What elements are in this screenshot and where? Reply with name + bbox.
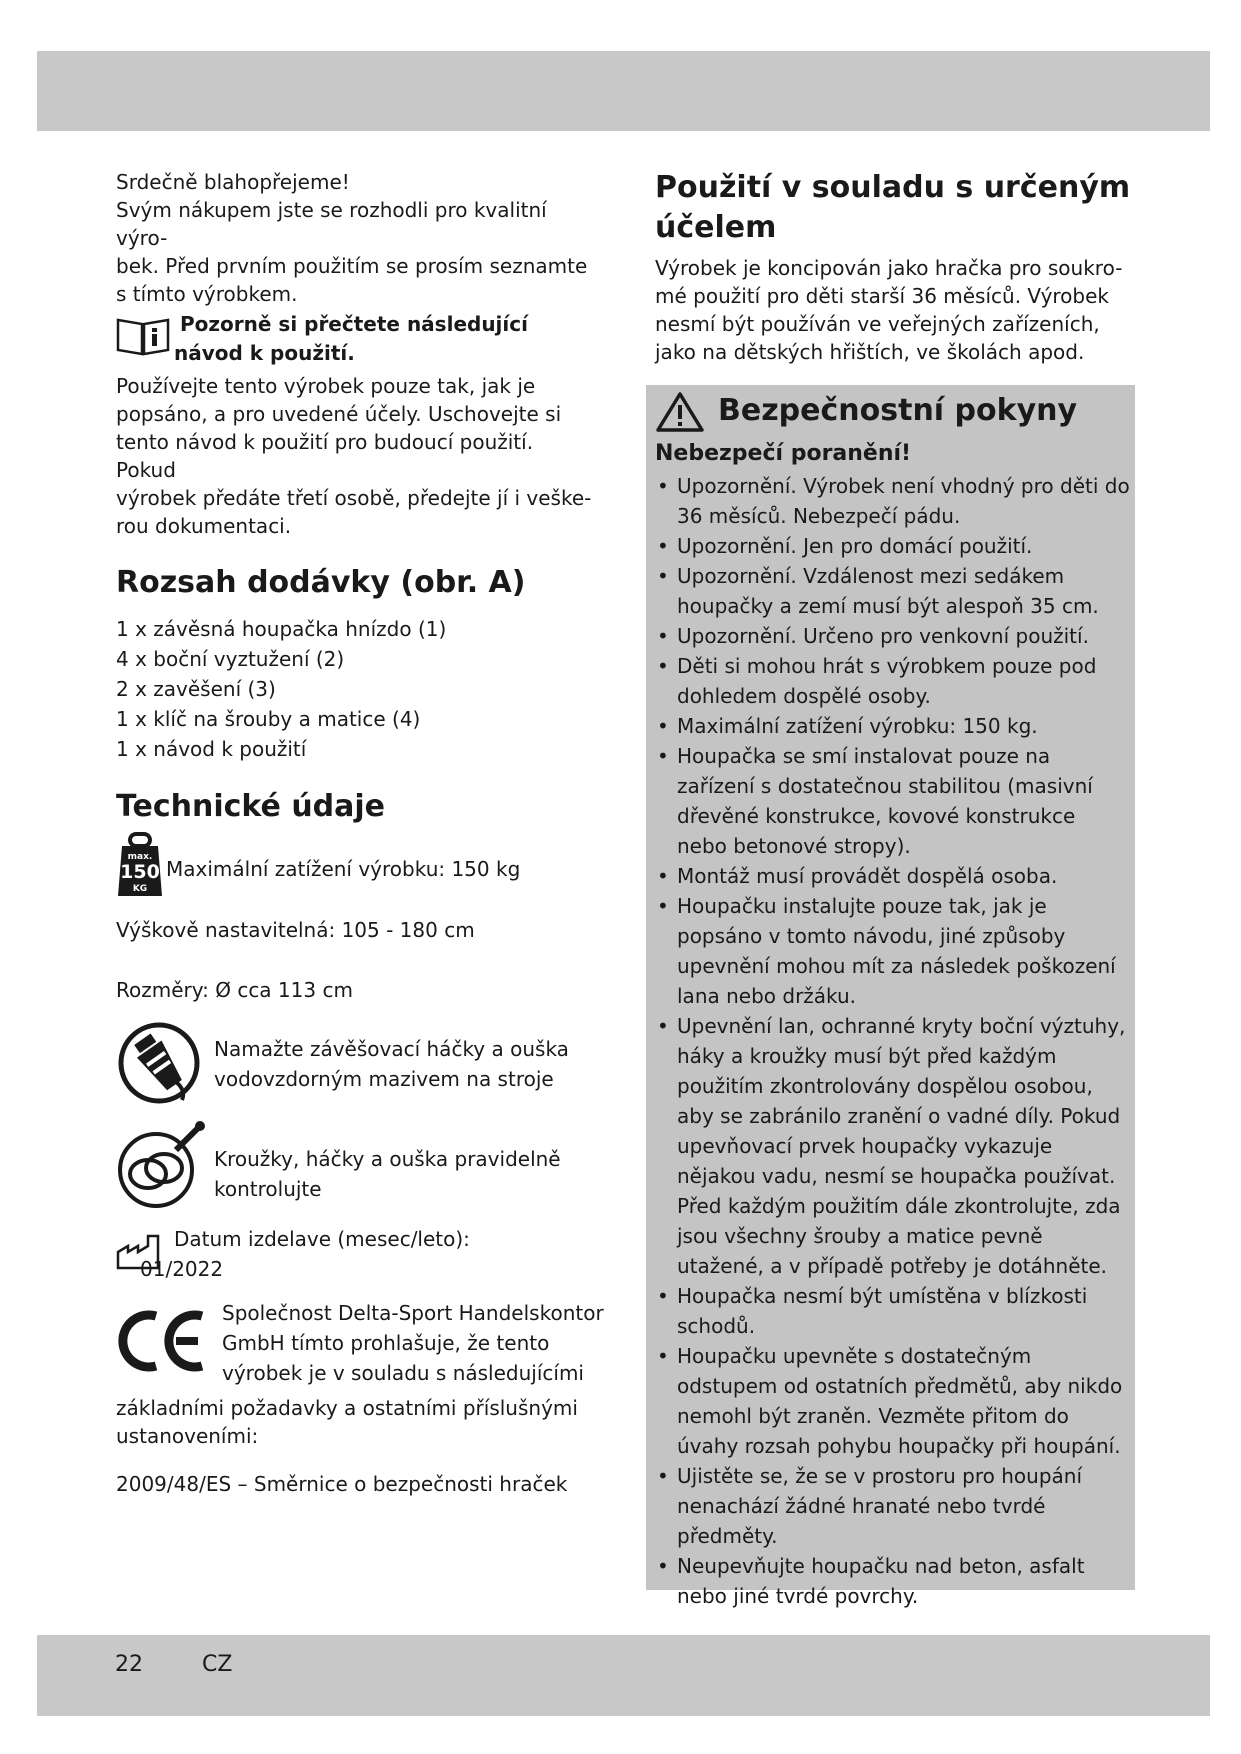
ce-mark-icon xyxy=(116,1308,208,1374)
header-band xyxy=(37,51,1210,131)
dimensions-text: Rozměry: Ø cca 113 cm xyxy=(116,978,353,1002)
safety-list xyxy=(655,471,1131,1611)
safety-item: • Upozornění. Určeno pro venkovní použití. xyxy=(655,621,1131,651)
safety-item: • Houpačka nesmí být umístěna v blízkosti schodů. xyxy=(655,1281,1131,1341)
weight-icon-unit: KG xyxy=(132,884,148,894)
read-manual-notice xyxy=(116,310,596,372)
safety-item: • Houpačku upevněte s dostatečným odstupem od ostatních předmětů, aby nikdo nemohl být zraněn. Vezměte přitom do úvahy rozsah pohybu houpačky při houpání. xyxy=(655,1341,1131,1461)
scope-item: 4 x boční vyztužení (2) xyxy=(116,647,345,671)
tech-heading: Technické údaje xyxy=(116,789,386,824)
lubricate-line: Namažte závěšovací háčky a ouška xyxy=(214,1037,569,1061)
ce-declaration-row xyxy=(116,1298,604,1394)
lubricant-tube-icon xyxy=(116,1020,202,1106)
max-load-text: Maximální zatížení výrobku: 150 kg xyxy=(166,857,521,881)
usage-heading-line: účelem xyxy=(655,210,777,245)
check-line: kontrolujte xyxy=(214,1177,322,1201)
usage-note-line: Používejte tento výrobek pouze tak, jak je xyxy=(116,374,536,398)
safety-item: • Upozornění. Vzdálenost mezi sedákem houpačky a zemí musí být alespoň 35 cm. xyxy=(655,561,1131,621)
ce-line: Společnost Delta-Sport Handelskontor xyxy=(222,1301,604,1325)
check-row xyxy=(116,1120,596,1216)
max-load-row xyxy=(116,832,596,902)
congrats-text: Srdečně blahopřejeme! xyxy=(116,170,350,194)
safety-item: • Děti si mohou hrát s výrobkem pouze pod dohledem dospělé osoby. xyxy=(655,651,1131,711)
left-column xyxy=(116,168,604,1498)
intro-line: bek. Před prvním použitím se prosím seznamte xyxy=(116,254,588,278)
scope-list xyxy=(116,614,596,764)
height-text: Výškově nastavitelná: 105 - 180 cm xyxy=(116,918,475,942)
usage-note-line: výrobek předáte třetí osobě, předejte jí i veške- xyxy=(116,486,592,510)
weight-icon-max: max. xyxy=(127,852,153,862)
safety-item: • Upozornění. Výrobek není vhodný pro děti do 36 měsíců. Nebezpečí pádu. xyxy=(655,471,1131,531)
safety-item: • Upozornění. Jen pro domácí použití. xyxy=(655,531,1131,561)
weight-150kg-icon xyxy=(116,832,164,898)
lubricate-row xyxy=(116,1020,596,1110)
safety-box xyxy=(646,385,1135,1608)
intro-line: s tímto výrobkem. xyxy=(116,282,298,306)
safety-subheading: Nebezpečí poranění! xyxy=(655,441,912,466)
safety-item: • Houpačka se smí instalovat pouze na zařízení s dostatečnou stabilitou (masivní dřevěné konstrukce, kovové konstrukce nebo betonové stropy). xyxy=(655,741,1131,861)
intro-line: Svým nákupem jste se rozhodli pro kvalitní výro- xyxy=(116,198,547,250)
usage-line: nesmí být používán ve veřejných zařízeních, xyxy=(655,312,1100,336)
scope-item: 1 x klíč na šrouby a matice (4) xyxy=(116,707,421,731)
manual-book-icon xyxy=(116,316,170,356)
footer xyxy=(115,1652,284,1677)
usage-heading-line: Použití v souladu s určeným xyxy=(655,170,1131,205)
ce-line: ustanoveními: xyxy=(116,1424,259,1448)
scope-heading: Rozsah dodávky (obr. A) xyxy=(116,565,526,600)
ce-line: GmbH tímto prohlašuje, že tento xyxy=(222,1331,550,1355)
usage-line: mé použití pro děti starší 36 měsíců. Výrobek xyxy=(655,284,1110,308)
check-line: Kroužky, háčky a ouška pravidelně xyxy=(214,1147,561,1171)
date-value: 01/2022 xyxy=(140,1257,224,1281)
right-column xyxy=(655,168,1135,366)
language-code: CZ xyxy=(202,1652,233,1677)
notice-line: návod k použití. xyxy=(174,341,355,365)
scope-item: 2 x zavěšení (3) xyxy=(116,677,276,701)
notice-line: Pozorně si přečtete následující xyxy=(180,312,528,336)
safety-item: • Maximální zatížení výrobku: 150 kg. xyxy=(655,711,1131,741)
usage-note-line: rou dokumentaci. xyxy=(116,514,292,538)
safety-item: • Ujistěte se, že se v prostoru pro houpání nenachází žádné hranaté nebo tvrdé předměty. xyxy=(655,1461,1131,1551)
lubricate-line: vodovzdorným mazivem na stroje xyxy=(214,1067,554,1091)
date-label: Datum izdelave (mesec/leto): xyxy=(174,1227,470,1251)
warning-triangle-icon xyxy=(656,391,704,433)
safety-heading: Bezpečnostní pokyny xyxy=(718,393,1078,428)
usage-heading xyxy=(655,168,1135,248)
safety-item: • Montáž musí provádět dospělá osoba. xyxy=(655,861,1131,891)
usage-line: Výrobek je koncipován jako hračka pro soukro- xyxy=(655,256,1123,280)
ce-line: výrobek je v souladu s následujícími xyxy=(222,1361,584,1385)
safety-item: • Houpačku instalujte pouze tak, jak je popsáno v tomto návodu, jiné způsoby upevnění mohou mít za následek poškození lana nebo držáku. xyxy=(655,891,1131,1011)
scope-item: 1 x závěsná houpačka hnízdo (1) xyxy=(116,617,447,641)
usage-note-line: tento návod k použití pro budoucí použití. Pokud xyxy=(116,430,534,482)
rings-check-icon xyxy=(116,1120,206,1212)
usage-note-line: popsáno, a pro uvedené účely. Uschovejte si xyxy=(116,402,562,426)
safety-item: • Upevnění lan, ochranné kryty boční výztuhy, háky a kroužky musí být před každým použitím zkontrolovány dospělou osobou, aby se zabránilo zranění o vadné díly. Pokud upevňovací prvek houpačky vykazuje nějakou vadu, nesmí se houpačka používat. Před každým použitím dále zkontrolujte, zda jsou všechny šrouby a matice pevně utažené, a v případě potřeby je dotáhněte. xyxy=(655,1011,1131,1281)
directive-text: 2009/48/ES – Směrnice o bezpečnosti hraček xyxy=(116,1472,568,1496)
manufacture-date-row xyxy=(116,1224,596,1290)
scope-item: 1 x návod k použití xyxy=(116,737,307,761)
safety-item: • Neupevňujte houpačku nad beton, asfalt nebo jiné tvrdé povrchy. xyxy=(655,1551,1131,1611)
page-number: 22 xyxy=(115,1652,143,1677)
weight-icon-value: 150 xyxy=(120,861,160,883)
usage-line: jako na dětských hřištích, ve školách apod. xyxy=(655,340,1085,364)
ce-line: základními požadavky a ostatními příslušnými xyxy=(116,1396,578,1420)
